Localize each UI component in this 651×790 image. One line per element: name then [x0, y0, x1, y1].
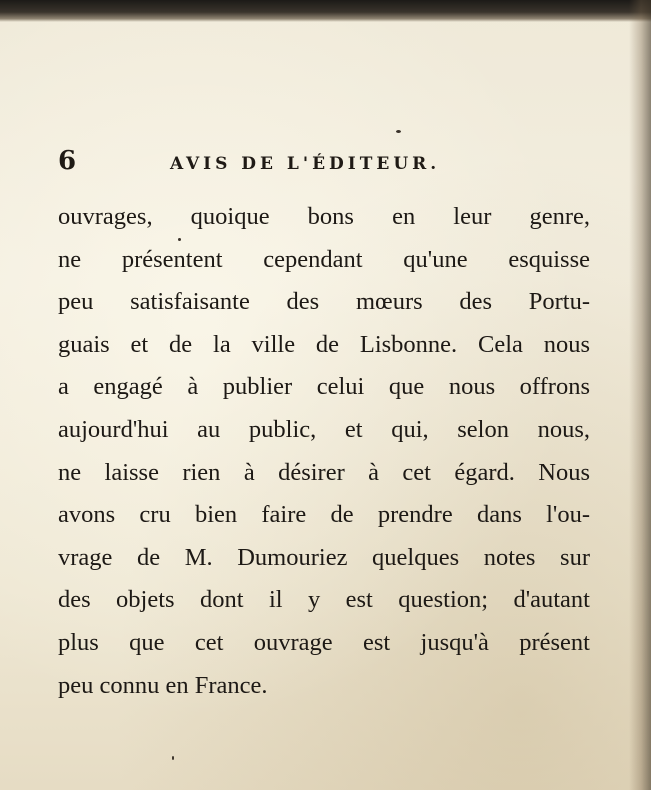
text-line: peu satisfaisante des mœurs des Portu- — [58, 288, 590, 316]
running-head: AVIS DE L'ÉDITEUR. — [170, 154, 441, 174]
body-paragraph — [58, 196, 590, 707]
text-line: avons cru bien faire de prendre dans l'ou- — [58, 501, 590, 529]
text-line: aujourd'hui au public, et qui, selon nous, — [58, 415, 590, 443]
text-line: ne laisse rien à désirer à cet égard. Nous — [58, 458, 590, 486]
text-line: vrage de M. Dumouriez quelques notes sur — [58, 543, 590, 571]
text-line: peu connu en France. — [58, 671, 268, 699]
page-number: 6 — [58, 146, 77, 176]
text-line: des objets dont il y est question; d'autant — [58, 586, 590, 614]
page-binding-shadow — [629, 0, 651, 790]
ink-speck — [172, 756, 174, 760]
text-line: ne présentent cependant qu'une esquisse — [58, 245, 590, 273]
page-top-shadow — [0, 0, 651, 22]
text-line: a engagé à publier celui que nous offrons — [58, 373, 590, 401]
ink-speck — [396, 130, 401, 133]
text-line: guais et de la ville de Lisbonne. Cela nous — [58, 330, 590, 358]
text-line: plus que cet ouvrage est jusqu'à présent — [58, 628, 590, 656]
text-line: ouvrages, quoique bons en leur genre, — [58, 203, 590, 230]
page-header — [58, 146, 498, 180]
